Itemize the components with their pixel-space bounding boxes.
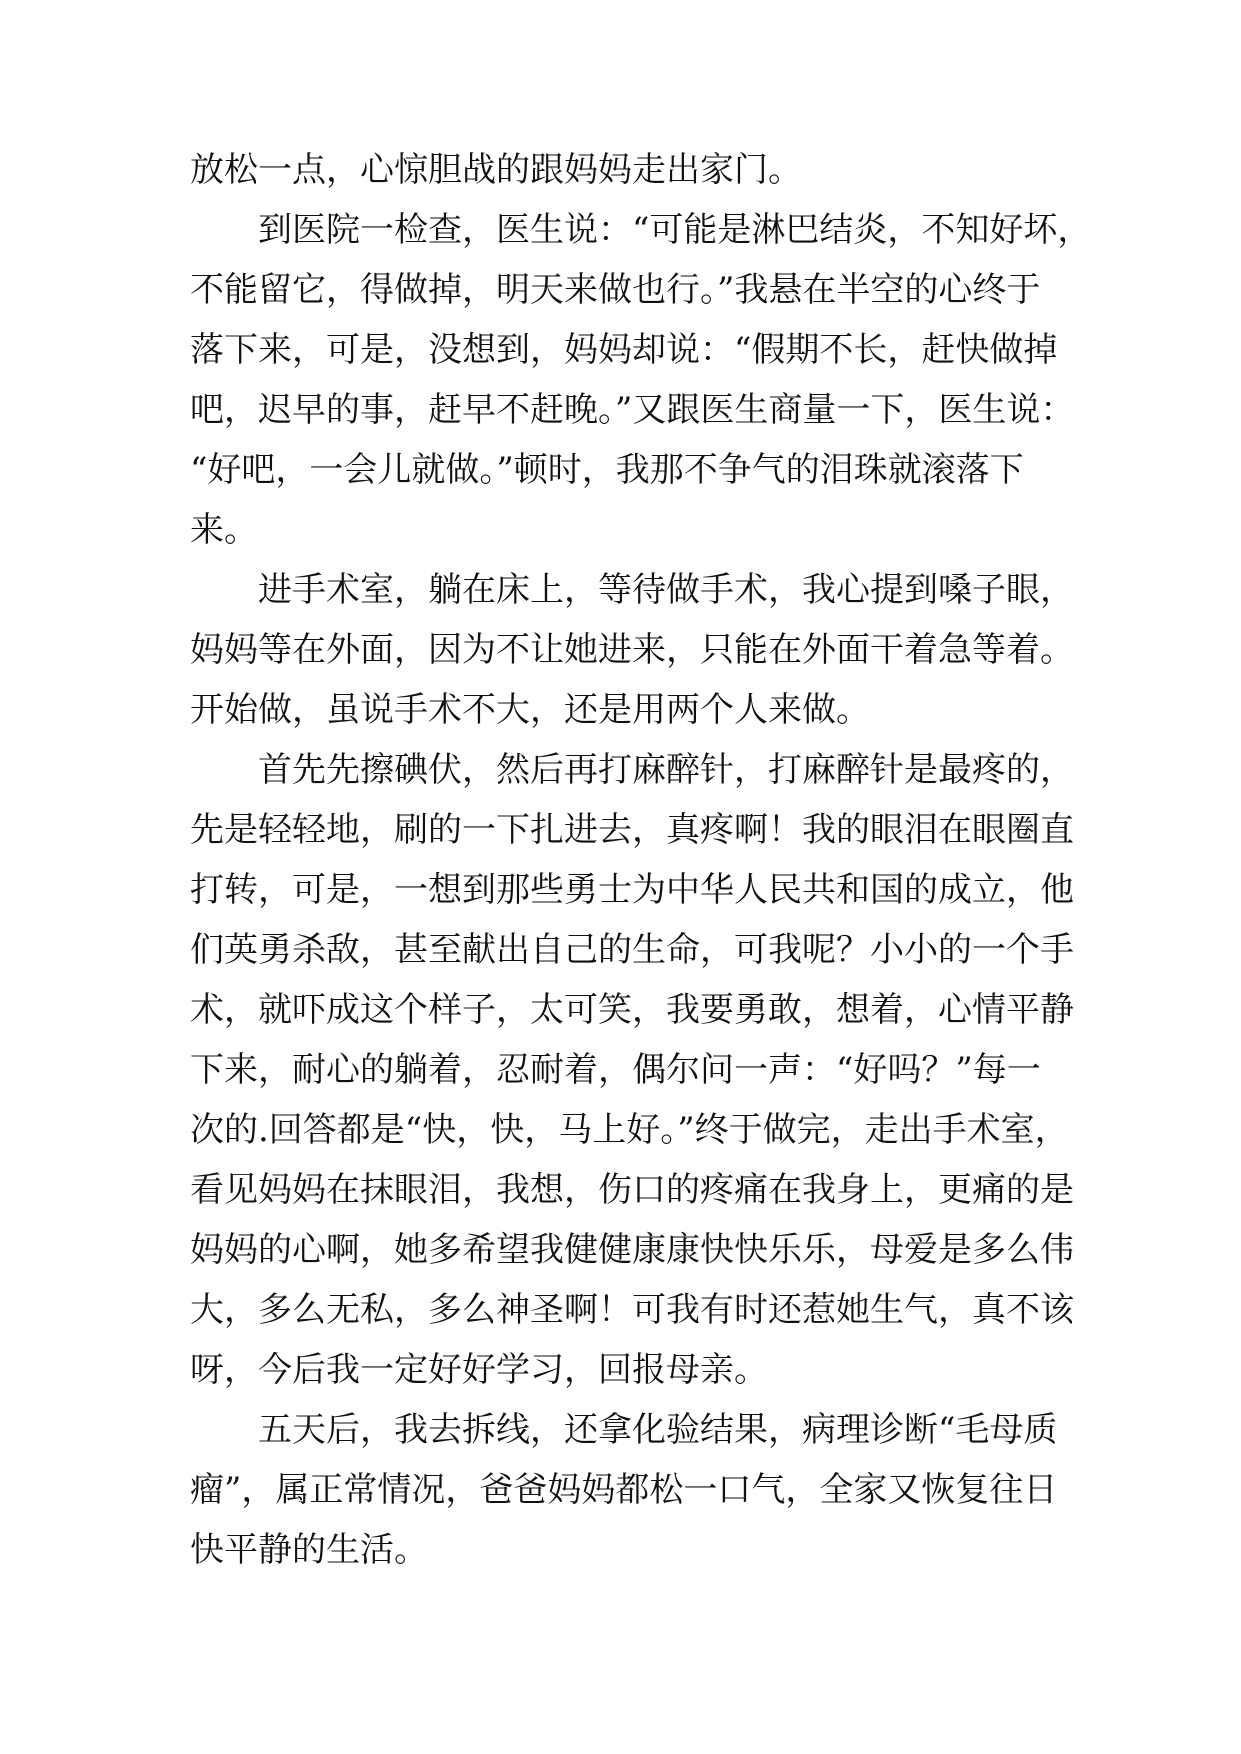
- paragraph-first-line: 五天后，我去拆线，还拿化验结果，病理诊断“毛母质: [258, 1410, 1058, 1450]
- text-line: 开始做，虽说手术不大，还是用两个人来做。: [190, 690, 870, 730]
- text-line: 不能留它，得做掉，明天来做也行。”我悬在半空的心终于: [190, 270, 1041, 310]
- text-line: 先是轻轻地，刷的一下扎进去，真疼啊！我的眼泪在眼圈直: [190, 810, 1074, 850]
- text-line: 瘤”，属正常情况，爸爸妈妈都松一口气，全家又恢复往日: [190, 1470, 1058, 1510]
- text-line: 放松一点，心惊胆战的跟妈妈走出家门。: [190, 150, 802, 190]
- text-line: 吧，迟早的事，赶早不赶晚。”又跟医生商量一下，医生说：: [190, 390, 1075, 430]
- text-line: 下来，耐心的躺着，忍耐着，偶尔问一声：“好吗？”每一: [190, 1050, 1041, 1090]
- text-line: 次的.回答都是“快，快，马上好。”终于做完，走出手术室，: [190, 1110, 1069, 1150]
- text-line: 快平静的生活。: [190, 1530, 428, 1570]
- text-line: 们英勇杀敌，甚至献出自己的生命，可我呢？小小的一个手: [190, 930, 1074, 970]
- paragraph-first-line: 首先先擦碘伏，然后再打麻醉针，打麻醉针是最疼的，: [258, 750, 1074, 790]
- text-line: 落下来，可是，没想到，妈妈却说：“假期不长，赶快做掉: [190, 330, 1058, 370]
- text-line: 大，多么无私，多么神圣啊！可我有时还惹她生气，真不该: [190, 1290, 1074, 1330]
- text-line: 术，就吓成这个样子，太可笑，我要勇敢，想着，心情平静: [190, 990, 1074, 1030]
- text-line: 呀，今后我一定好好学习，回报母亲。: [190, 1350, 768, 1390]
- paragraph-first-line: 进手术室，躺在床上，等待做手术，我心提到嗓子眼，: [258, 570, 1074, 610]
- paragraph-first-line: 到医院一检查，医生说：“可能是淋巴结炎，不知好坏，: [258, 210, 1092, 250]
- text-line: 看见妈妈在抹眼泪，我想，伤口的疼痛在我身上，更痛的是: [190, 1170, 1074, 1210]
- text-line: 来。: [190, 510, 258, 550]
- text-line: 打转，可是，一想到那些勇士为中华人民共和国的成立，他: [190, 870, 1074, 910]
- text-line: 妈妈等在外面，因为不让她进来，只能在外面干着急等着。: [190, 630, 1074, 670]
- text-line: 妈妈的心啊，她多希望我健健康康快快乐乐，母爱是多么伟: [190, 1230, 1074, 1270]
- text-line: “好吧，一会儿就做。”顿时，我那不争气的泪珠就滚落下: [190, 450, 1024, 490]
